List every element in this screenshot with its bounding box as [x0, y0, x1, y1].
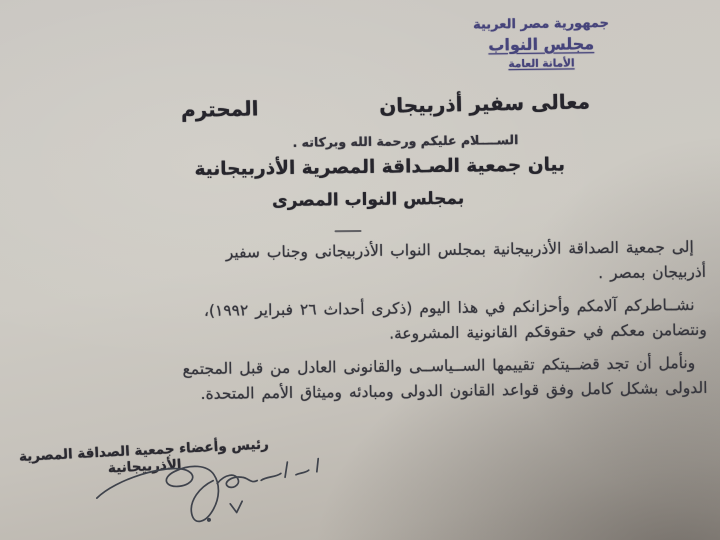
body-paragraph: ونأمل أن تجد قضــيتكم تقييمها الســياســى والقانونى العادل من قبل المجتمع الدولى بشكل كامل وفق قواعد القانون الدولى ومبادئه وميثاق الأمم المتحدة.	[182, 353, 708, 403]
body-paragraph: نشــاطركم آلامكم وأحزانكم في هذا اليوم (ذكرى أحداث ٢٦ فبراير ١٩٩٢)، ونتضامن معكم في حقوقكم القانونية المشروعة.	[203, 295, 707, 343]
signature-stroke	[96, 465, 220, 526]
signature-stroke	[316, 459, 319, 472]
statement-subtitle: بمجلس النواب المصرى	[271, 188, 465, 212]
letterhead-parliament: مجلس النواب	[488, 34, 595, 55]
letterhead-country: جمهورية مصر العربية	[472, 15, 610, 33]
greeting-line: الســــلام عليكم ورحمة الله وبركاته .	[292, 132, 519, 150]
signature-stroke	[217, 474, 258, 488]
salutation-line	[181, 89, 590, 122]
letterhead	[427, 15, 656, 71]
honorific-text: المحترم	[180, 96, 259, 122]
signature-stroke	[230, 501, 243, 513]
title-divider	[335, 230, 362, 232]
statement-title: بيان جمعية الصـداقة المصرية الأذربيجانية	[194, 154, 566, 181]
addressee-text: معالى سفير أذربيجان	[378, 89, 591, 118]
letter-body	[10, 235, 708, 417]
signature-stroke	[260, 461, 309, 480]
signature-title: رئيس وأعضاء جمعية الصداقة المصرية الأذربيجانية	[18, 436, 270, 477]
letterhead-secretariat: الأمانة العامة	[508, 57, 575, 71]
body-paragraph: إلى جمعية الصداقة الأذربيجانية بمجلس النواب الأذربيجانى وجناب سفير أذربيجان بمصر .	[225, 237, 707, 283]
handwritten-signature	[89, 447, 328, 538]
